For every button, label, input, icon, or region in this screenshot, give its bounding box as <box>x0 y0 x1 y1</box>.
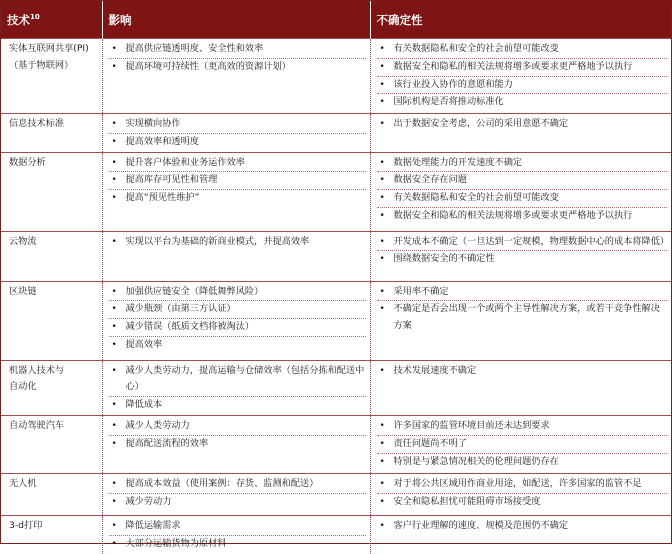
table-row <box>1 114 671 153</box>
uncertainty-item: • 有关数据隐私和安全的社会前望可能改变 <box>377 41 668 58</box>
impact-list <box>109 155 366 207</box>
uncertainty-list <box>377 418 668 470</box>
impact-item: • 减少人类劳动力，提高运输与仓储效率（包括分拣和配送中心） <box>109 363 366 397</box>
uncertainty-item: • 国际机构是否将推动标准化 <box>377 93 668 111</box>
technology-name: 3-d打印 <box>9 519 43 531</box>
uncertainty-cell <box>370 114 671 153</box>
uncertainty-item: • 数据安全和隐私的相关法规将增多或要求更严格地予以执行 <box>377 58 668 76</box>
table-row <box>1 39 671 114</box>
uncertainty-item: • 采用率不确定 <box>377 284 668 301</box>
impact-item: • 实现横向协作 <box>109 116 366 133</box>
uncertainty-item: • 安全和隐私担忧可能阻碍市场接受度 <box>377 493 668 511</box>
uncertainty-list <box>377 155 668 225</box>
footnote-marker: 10 <box>30 12 40 21</box>
uncertainty-cell <box>370 360 671 415</box>
uncertainty-item: • 数据安全存在问题 <box>377 171 668 189</box>
impact-item: • 提高配送流程的效率 <box>109 435 366 453</box>
technology-cell <box>1 39 102 114</box>
header-row <box>1 1 671 39</box>
header-technology: 技术$^{10}$ <box>1 1 102 39</box>
uncertainty-cell <box>370 281 671 360</box>
impact-cell <box>102 281 370 360</box>
uncertainty-item: • 该行业投入协作的意愿和能力 <box>377 76 668 94</box>
uncertainty-item: • 围绕数据安全的不确定性 <box>377 250 668 268</box>
technology-name: 区块链 <box>9 285 37 297</box>
impact-list <box>109 234 366 251</box>
technology-cell <box>1 515 102 553</box>
technology-cell <box>1 231 102 281</box>
uncertainty-list <box>377 41 668 111</box>
impact-item: • 提升客户体验和业务运作效率 <box>109 155 366 172</box>
uncertainty-list <box>377 284 668 335</box>
impact-list <box>109 41 366 76</box>
uncertainty-item: • 许多国家的监管环境目前还未达到要求 <box>377 418 668 435</box>
impact-item: • 提高库存可见性和管理 <box>109 171 366 189</box>
uncertainty-item: • 开发成本不确定（一旦达到一定规模，物理数据中心的成本将降低） <box>377 234 668 251</box>
impact-cell <box>102 231 370 281</box>
uncertainty-list <box>377 234 668 269</box>
technology-name: 自动驾驶汽车 <box>9 419 65 431</box>
uncertainty-cell <box>370 473 671 515</box>
impact-item: • 提高效率 <box>109 336 366 354</box>
impact-cell <box>102 515 370 553</box>
header-impact: 影响 <box>102 1 370 39</box>
table-body <box>1 39 671 554</box>
uncertainty-item: • 技术发展速度不确定 <box>377 363 668 380</box>
table-row <box>1 415 671 473</box>
technology-cell <box>1 360 102 415</box>
technology-name: 数据分析 <box>9 156 46 168</box>
technology-cell <box>1 415 102 473</box>
impact-list <box>109 518 366 553</box>
header-uncertainty: 不确定性 <box>370 1 671 39</box>
uncertainty-list <box>377 363 668 380</box>
impact-item: • 提高成本效益（使用案例：存货、监测和配送） <box>109 476 366 493</box>
uncertainty-cell <box>370 39 671 114</box>
technology-name: 机器人技术与 <box>9 364 65 376</box>
uncertainty-item: • 数据处理能力的开发速度不确定 <box>377 155 668 172</box>
impact-list <box>109 476 366 511</box>
impact-cell <box>102 114 370 153</box>
uncertainty-cell <box>370 152 671 231</box>
technology-name: 自动化 <box>9 381 37 393</box>
impact-cell <box>102 473 370 515</box>
table-row <box>1 231 671 281</box>
impact-item: • 减少错误（纸质文档将被淘汰） <box>109 318 366 336</box>
impact-item: • 降低运输需求 <box>109 518 366 535</box>
impact-item: • 提高环境可持续性（更高效的资源计划） <box>109 58 366 76</box>
uncertainty-cell <box>370 415 671 473</box>
technology-name: 信息技术标准 <box>9 118 65 129</box>
impact-item: • 降低成本 <box>109 396 366 414</box>
impact-list <box>109 284 366 354</box>
impact-item: • 提高供应链透明度、安全性和效率 <box>109 41 366 58</box>
impact-item: • 减少劳动力 <box>109 493 366 511</box>
impact-cell <box>102 415 370 473</box>
technology-cell <box>1 114 102 153</box>
impact-list <box>109 418 366 453</box>
impact-item: • 减少人类劳动力 <box>109 418 366 435</box>
impact-item: • 提高效率和透明度 <box>109 133 366 151</box>
uncertainty-list <box>377 116 668 133</box>
uncertainty-list <box>377 476 668 511</box>
technology-cell <box>1 473 102 515</box>
uncertainty-item: • 客户行业理解的速度、规模及范围仍不确定 <box>377 518 668 535</box>
impact-cell <box>102 39 370 114</box>
impact-item: • 加强供应链安全（降低舞弊风险） <box>109 284 366 301</box>
table-row <box>1 515 671 553</box>
impact-item: • 实现以平台为基础的新商业模式，并提高效率 <box>109 234 366 251</box>
table-row <box>1 360 671 415</box>
technology-name: 无人机 <box>9 477 37 489</box>
technology-name: （基于物联网） <box>9 59 74 71</box>
impact-item: • 提高“预见性维护” <box>109 189 366 207</box>
table-row <box>1 473 671 515</box>
technology-name: 实体互联网共享(PI) <box>9 43 89 54</box>
uncertainty-list <box>377 518 668 535</box>
impact-cell <box>102 152 370 231</box>
uncertainty-item: • 特别是与紧急情况相关的伦理问题仍存在 <box>377 453 668 471</box>
uncertainty-item: • 责任问题尚不明了 <box>377 435 668 453</box>
uncertainty-item: • 出于数据安全考虑，公司的采用意愿不确定 <box>377 116 668 133</box>
impact-list <box>109 116 366 151</box>
technology-cell <box>1 152 102 231</box>
table <box>1 1 671 554</box>
technology-cell <box>1 281 102 360</box>
uncertainty-item: • 数据安全和隐私的相关法规将增多或要求更严格地予以执行 <box>377 207 668 225</box>
impact-item: • 大部分运输货物为原材料 <box>109 535 366 553</box>
uncertainty-item: • 有关数据隐私和安全的社会前望可能改变 <box>377 189 668 207</box>
table-row <box>1 281 671 360</box>
uncertainty-item: • 不确定是否会出现一个或两个主导性解决方案，或若干竞争性解决方案 <box>377 300 668 335</box>
uncertainty-cell <box>370 231 671 281</box>
impact-list <box>109 363 366 414</box>
technology-name: 云物流 <box>9 235 37 247</box>
uncertainty-cell <box>370 515 671 553</box>
impact-cell <box>102 360 370 415</box>
impact-item: • 减少瓶颈（由第三方认证） <box>109 300 366 318</box>
table-row <box>1 152 671 231</box>
uncertainty-item: • 对于将公共区域用作商业用途，如配送，许多国家的监管不足 <box>377 476 668 493</box>
